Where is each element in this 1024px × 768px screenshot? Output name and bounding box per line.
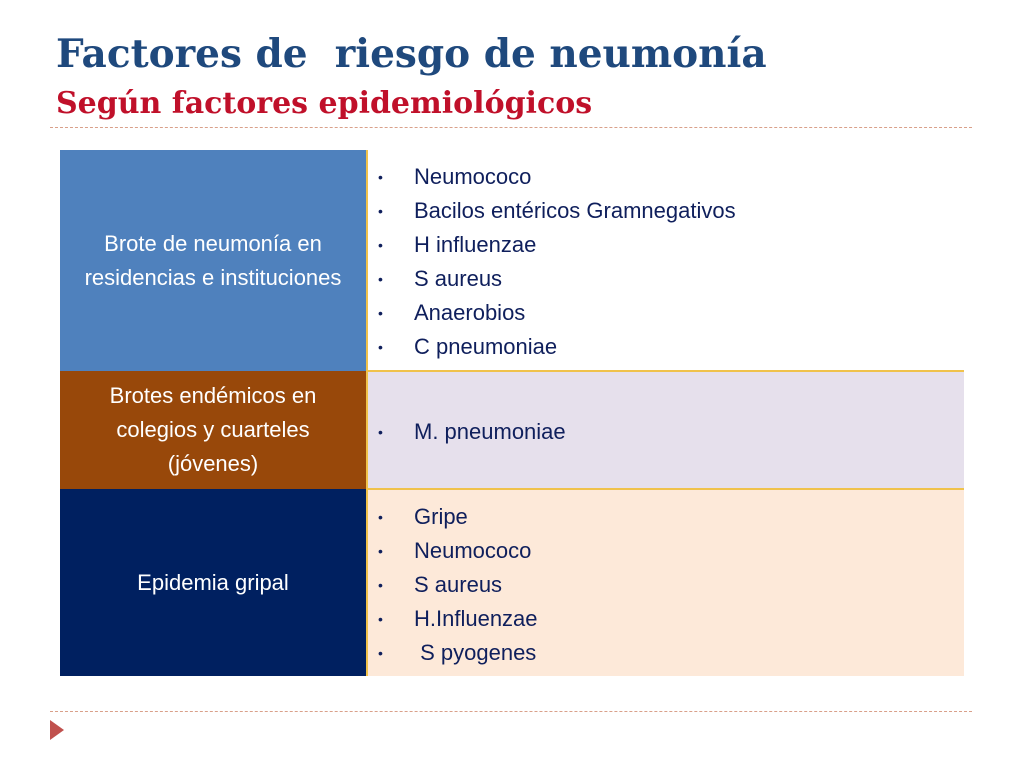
table-row	[60, 371, 964, 489]
category-cell	[60, 489, 367, 676]
list-item: • H influenzae	[378, 228, 964, 262]
list-item: • H.Influenzae	[378, 602, 964, 636]
footer-divider	[50, 711, 972, 712]
list-item: • Gripe	[378, 500, 964, 534]
list-item: • Bacilos entéricos Gramnegativos	[378, 194, 964, 228]
category-label: Brote de neumonía en residencias e instituciones	[84, 230, 342, 290]
slide-subtitle: Según factores epidemiológicos	[56, 86, 593, 121]
list-item: • C pneumoniae	[378, 330, 964, 364]
pathogen-list	[368, 150, 964, 370]
list-item: • Neumococo	[378, 534, 964, 568]
list-item: • S aureus	[378, 568, 964, 602]
category-cell	[60, 371, 367, 489]
category-cell	[60, 150, 367, 371]
pathogen-cell	[367, 489, 964, 676]
header-divider	[50, 127, 972, 128]
pathogen-cell	[367, 371, 964, 489]
category-label: Brotes endémicos en colegios y cuarteles (jóvenes)	[109, 383, 317, 476]
list-item: • M. pneumoniae	[378, 415, 964, 449]
pathogen-list	[368, 405, 964, 455]
table-row	[60, 489, 964, 676]
risk-factors-table	[60, 150, 964, 676]
triangle-right-icon[interactable]	[50, 720, 64, 740]
list-item: • Anaerobios	[378, 296, 964, 330]
list-item: • Neumococo	[378, 160, 964, 194]
slide-title: Factores de riesgo de neumonía	[56, 31, 767, 77]
pathogen-list	[368, 490, 964, 676]
category-label: Epidemia gripal	[137, 569, 289, 595]
list-item: • S aureus	[378, 262, 964, 296]
pathogen-cell	[367, 150, 964, 371]
list-item: • S pyogenes	[378, 636, 964, 670]
table-row	[60, 150, 964, 371]
